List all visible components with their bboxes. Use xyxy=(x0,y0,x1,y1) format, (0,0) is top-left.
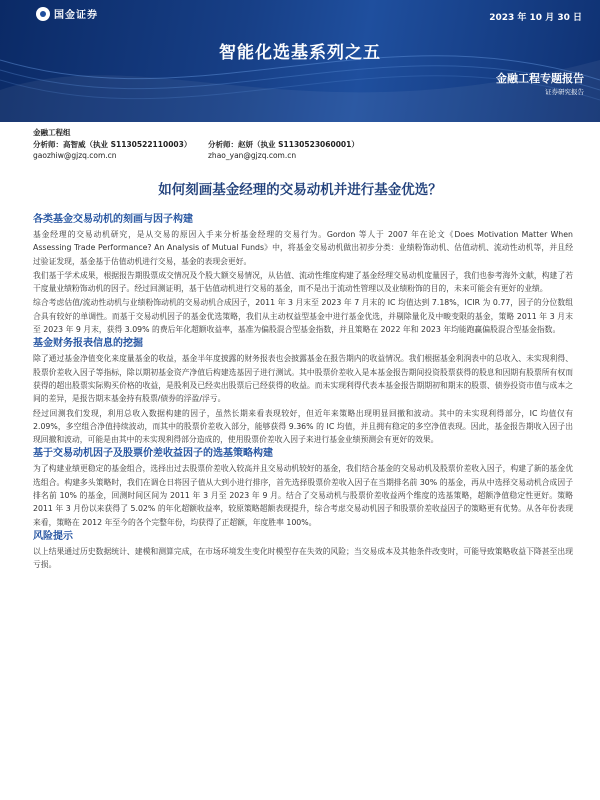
email-2[interactable]: zhao_yan@gjzq.com.cn xyxy=(208,151,297,160)
email-1[interactable]: gaozhiw@gjzq.com.cn xyxy=(33,151,117,160)
paragraph: 基金经理的交易动机研究，是从交易的原因入手来分析基金经理的交易行为。Gordon 等人于 2007 年在论文《Does Motivation Matter When Assessing Trade Performance? An Analysis of Mutual Funds》中，将基金交易动机做出初步分类：业绩粉饰动机、估值动机、流动性动机等，并且经过验证发现，基金基于估值动机进行交易，基金的表现会更好。 xyxy=(33,230,573,266)
paragraph: 为了构建业绩更稳定的基金组合，选择出过去股票价差收入较高并且交易动机较好的基金，我们结合基金的交易动机及股票价差收入因子，构建了新的基金优选组合。构建多头策略时，我们在调仓日将因子值从大到小进行排序，首先选择股票价差收入因子在当期排名前 30% 的基金，再从中选择交易动机合成因子排名前 10% 的基金，回测时间区间为 2011 年 3 月至 2023 年 9 月。结合了交易动机与股票价差收益两个维度的选基策略，超额净值稳定性更好。策略 2011 年 3 月份以来获得了 5.02% 的年化超额收益率，较原策略超额表现提升，综合考虑交易动机因子和股票价差收益因子的策略更有优势。从各年份表现来看，策略在 2012 年至今的各个完整年份，均获得了正超额，年度胜率 100%。 xyxy=(33,464,573,527)
header-banner xyxy=(0,0,600,122)
section-heading: 基于交易动机因子及股票价差收益因子的选基策略构建 xyxy=(33,448,273,460)
company-logo xyxy=(36,6,98,21)
research-group: 金融工程组 xyxy=(33,128,71,137)
author-block xyxy=(33,127,359,162)
section-heading: 风险提示 xyxy=(33,530,73,542)
paragraph: 以上结果通过历史数据统计、建模和测算完成，在市场环境发生变化时模型存在失效的风险；当交易成本及其他条件改变时，可能导致策略收益下降甚至出现亏损。 xyxy=(33,546,573,570)
document-title: 如何刻画基金经理的交易动机并进行基金优选？ xyxy=(158,182,442,198)
report-date: 2023 年 10 月 30 日 xyxy=(489,13,582,23)
company-name: 国金证券 xyxy=(54,10,98,21)
document-body xyxy=(33,213,573,573)
analyst-2: 分析师：赵妍（执业 S1130523060001） xyxy=(208,139,359,149)
company-logo-icon xyxy=(36,7,50,21)
paragraph: 我们基于学术成果，根据报告期股票成交情况及个股大额交易情况，从估值、流动性维度构建了基金经理交易动机度量因子，我们也参考海外文献，构建了若干度量业绩粉饰动机的因子。经过回测证明，基于估值动机进行交易的基金，而不是出于流动性管理以及业绩粉饰的目的，未来可能会有更好的业绩。 xyxy=(33,270,573,294)
paragraph: 经过回测我们发现，利用总收入数据构建的因子，虽然长期来看表现较好，但近年来策略出现明显回撤和波动。其中的未实现利得部分，IC 均值仅有 2.09%，多空组合净值持续波动，而其中的股票价差收入部分，能够获得 9.36% 的 IC 均值，并且拥有稳定的多空净值表现。因此，基金报告期收入因子出现回撤和波动，可能是由其中的未实现利得部分造成的，使用股票价差收入因子来进行基金业绩预测会有更好的效果。 xyxy=(33,408,573,445)
section-heading: 基金财务报表信息的挖掘 xyxy=(33,338,143,350)
analyst-row xyxy=(33,139,359,151)
email-row xyxy=(33,150,359,162)
paragraph: 除了通过基金净值变化来度量基金的收益，基金半年度披露的财务报表也会披露基金在报告期内的收益情况。我们根据基金利润表中的总收入、未实现利得、股票价差收入因子等指标，除以期初基金资产净值后构建选基因子进行测试。其中股票价差收入是本基金报告期间投资股票获得的股息和因期有股票所有权而获得的超出股票实际购买价格的收益，是股利及已经卖出股票后已经获得的收益。而未实现利得代表本基金报告期期初和期末的股票、债券投资市值与成本之间的差异，是报告期末基金持有股票/债券的浮盈/浮亏。 xyxy=(33,354,573,404)
report-subtype: 证券研究报告 xyxy=(545,88,584,96)
analyst-1: 分析师：高智威（执业 S1130522110003） xyxy=(33,139,192,149)
paragraph: 综合考虑估值/流动性动机与业绩粉饰动机的交易动机合成因子，2011 年 3 月末至 2023 年 7 月末的 IC 均值达到 7.18%，ICIR 为 0.77，因子的分位数组合具有较好的单调性。而基于交易动机因子的基金优选策略，我们从主动权益型基金中进行基金优选，并剔除量化及中畯变限的基金，策略 2011 年 3 月末至 2023 年 9 月末，获得 3.09% 的费后年化超额收益率，基准为偏股混合型基金指数，并且策略在 2022 年和 2023 年均能跑赢偏股混合型基金指数。 xyxy=(33,298,573,335)
series-title: 智能化选基系列之五 xyxy=(219,43,381,63)
report-type: 金融工程专题报告 xyxy=(496,72,584,85)
section-heading: 各类基金交易动机的刻画与因子构建 xyxy=(33,214,193,225)
